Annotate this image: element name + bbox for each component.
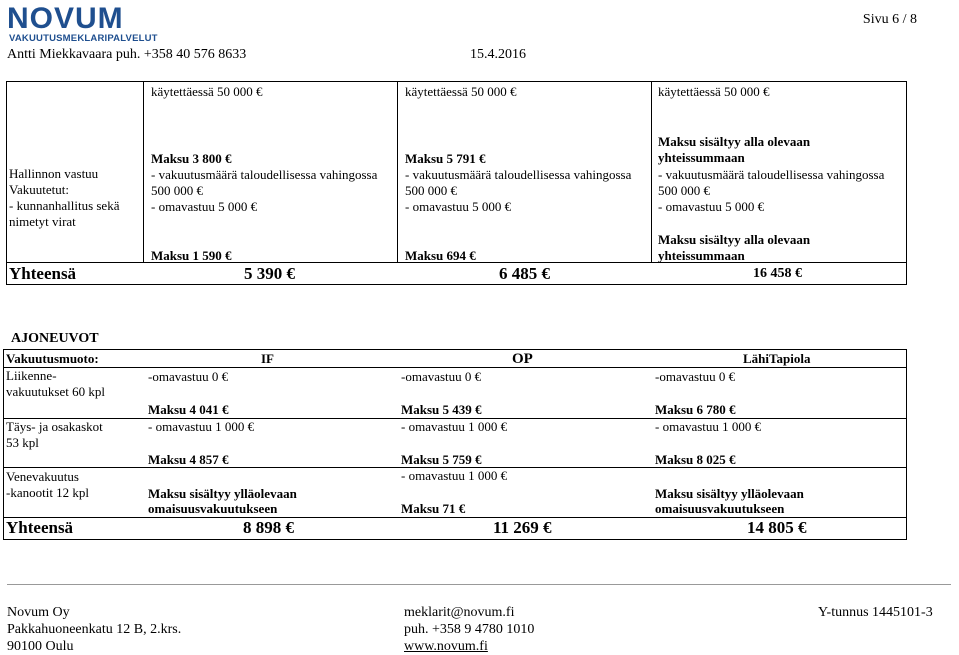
price: Maksu 3 800 €	[151, 151, 232, 166]
company-city: 90100 Oulu	[7, 639, 74, 654]
total-label: Yhteensä	[9, 264, 77, 283]
row-label: Vakuutetut:	[9, 182, 69, 197]
total-value: 8 898 €	[243, 518, 294, 537]
coverage-note: käytettäessä 50 000 €	[151, 84, 263, 99]
page-number: Sivu 6 / 8	[862, 12, 917, 27]
price: Maksu 5 759 €	[401, 452, 482, 467]
insurer-lahitapiola: LähiTapiola	[743, 351, 811, 366]
row-label: - kunnanhallitus sekä	[9, 198, 120, 213]
contact-phone: puh. +358 9 4780 1010	[404, 622, 535, 637]
row-label: Venevakuutus	[6, 469, 79, 484]
total-value: 6 485 €	[499, 264, 550, 283]
price-note: Maksu sisältyy alla olevaan	[658, 134, 811, 149]
website-link[interactable]: www.novum.fi	[404, 639, 488, 654]
deductible: -omavastuu 0 €	[655, 369, 736, 384]
column-header: Vakuutusmuoto:	[6, 351, 99, 366]
total-value: 5 390 €	[244, 264, 295, 283]
price: Maksu 4 857 €	[148, 452, 229, 467]
document-date: 15.4.2016	[470, 47, 526, 62]
total-label: Yhteensä	[6, 518, 74, 537]
deductible: - omavastuu 1 000 €	[401, 419, 508, 434]
deductible: -omavastuu 0 €	[401, 369, 482, 384]
price-note: omaisuusvakuutukseen	[655, 501, 785, 516]
price-note: yhteissummaan	[658, 150, 745, 165]
row-label: Täys- ja osakaskot	[6, 419, 103, 434]
row-label: 53 kpl	[6, 435, 39, 450]
deductible: -omavastuu 0 €	[148, 369, 229, 384]
business-id: Y-tunnus 1445101-3	[818, 605, 933, 620]
price-note: Maksu sisältyy ylläolevaan	[148, 486, 297, 501]
author-line: Antti Miekkavaara puh. +358 40 576 8633	[7, 47, 247, 62]
footer-divider	[7, 584, 951, 585]
coverage-line: - omavastuu 5 000 €	[405, 199, 512, 214]
coverage-line: 500 000 €	[405, 183, 457, 198]
coverage-line: 500 000 €	[151, 183, 203, 198]
price: Maksu 6 780 €	[655, 402, 736, 417]
row-label: Liikenne-	[6, 368, 57, 383]
row-label: -kanootit 12 kpl	[6, 485, 90, 500]
price: Maksu 694 €	[405, 248, 476, 263]
deductible: - omavastuu 1 000 €	[401, 468, 508, 483]
price: Maksu 8 025 €	[655, 452, 736, 467]
section-title: AJONEUVOT	[11, 331, 99, 346]
novum-logo: NOVUM	[7, 2, 124, 35]
row-label: nimetyt virat	[9, 214, 76, 229]
company-name: Novum Oy	[7, 605, 70, 620]
coverage-line: 500 000 €	[658, 183, 710, 198]
company-address: Pakkahuoneenkatu 12 B, 2.krs.	[7, 622, 182, 637]
price-note: omaisuusvakuutukseen	[148, 501, 278, 516]
coverage-line: - vakuutusmäärä taloudellisessa vahingossa	[405, 167, 632, 182]
deductible: - omavastuu 1 000 €	[148, 419, 255, 434]
total-value: 14 805 €	[747, 518, 807, 537]
price: Maksu 4 041 €	[148, 402, 229, 417]
price: Maksu 1 590 €	[151, 248, 232, 263]
row-label: Hallinnon vastuu	[9, 166, 99, 181]
insurer-if: IF	[261, 351, 274, 366]
coverage-line: - vakuutusmäärä taloudellisessa vahingossa	[151, 167, 378, 182]
deductible: - omavastuu 1 000 €	[655, 419, 762, 434]
price: Maksu 5 439 €	[401, 402, 482, 417]
row-label: vakuutukset 60 kpl	[6, 384, 105, 399]
total-value: 16 458 €	[753, 266, 802, 281]
coverage-line: - vakuutusmäärä taloudellisessa vahingossa	[658, 167, 885, 182]
price: Maksu 5 791 €	[405, 151, 486, 166]
coverage-line: - omavastuu 5 000 €	[658, 199, 765, 214]
logo-tagline: VAKUUTUSMEKLARIPALVELUT	[9, 33, 158, 44]
contact-email[interactable]: meklarit@novum.fi	[404, 605, 515, 620]
coverage-note: käytettäessä 50 000 €	[658, 84, 770, 99]
price-note: yhteissummaan	[658, 248, 745, 263]
total-value: 11 269 €	[493, 518, 552, 537]
coverage-note: käytettäessä 50 000 €	[405, 84, 517, 99]
price-note: Maksu sisältyy ylläolevaan	[655, 486, 804, 501]
price: Maksu 71 €	[401, 501, 466, 516]
price-note: Maksu sisältyy alla olevaan	[658, 232, 811, 247]
coverage-line: - omavastuu 5 000 €	[151, 199, 258, 214]
insurer-op: OP	[512, 351, 533, 367]
